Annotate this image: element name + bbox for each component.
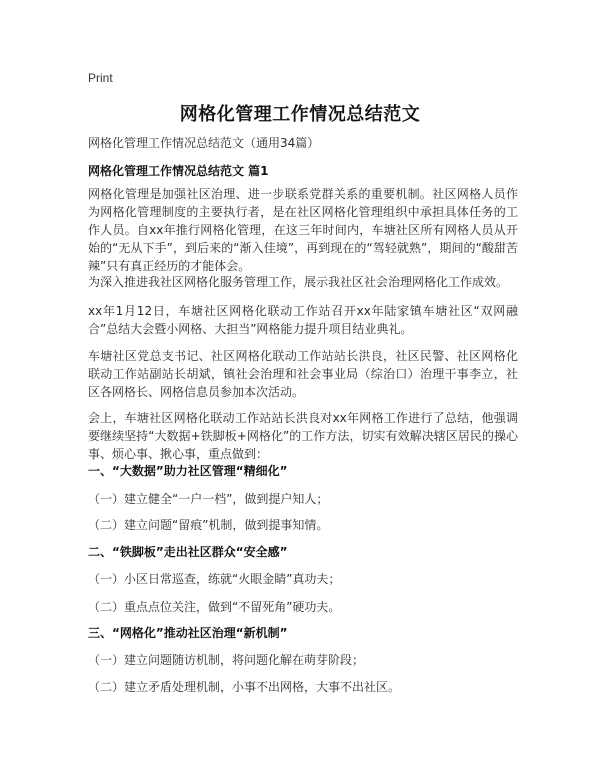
paragraph-purpose: 为深入推进我社区网格化服务管理工作，展示我社区社会治理网格化工作成效。 <box>88 275 509 289</box>
list-item: （一）小区日常巡查，练就“火眼金睛”真功夫； <box>88 572 341 586</box>
document-subtitle: 网格化管理工作情况总结范文（通用34篇） <box>88 136 320 150</box>
paragraph-intro: 网格化管理是加强社区治理、进一步联系党群关系的重要机制。社区网格人员作为网格化管理制度的主要执行者，是在社区网格化管理组织中承担具体任务的工作人员。自xx年推行网格化管理，在这三年时间内，车塘社区所有网格人员从开始的“无从下手”，到后来的“渐入佳境”，再到现在的“驾轻就熟”，期间的“酸甜苦辣”只有真正经历的才能体会。 <box>88 187 518 273</box>
list-item: （二）建立问题“留痕”机制，做到提事知情。 <box>88 518 329 532</box>
section-heading-3: 三、“网格化”推动社区治理“新机制” <box>88 626 288 640</box>
paragraph-summary: 会上，车塘社区网格化联动工作站站长洪良对xx年网格工作进行了总结，他强调要继续坚持“大数据+铁脚板+网格化”的工作方法，切实有效解决辖区居民的操心事、烦心事、揪心事，重点做到： <box>88 411 518 461</box>
section-heading-1: 一、“大数据”助力社区管理“精细化” <box>88 464 288 478</box>
paragraph-meeting: xx年1月12日，车塘社区网格化联动工作站召开xx年陆家镇车塘社区“双网融合”总结大会暨小网格、大担当”网格能力提升项目结业典礼。 <box>88 304 518 336</box>
section-heading-2: 二、“铁脚板”走出社区群众“安全感” <box>88 545 288 559</box>
paragraph-attendees: 车塘社区党总支书记、社区网格化联动工作站站长洪良，社区民警、社区网格化联动工作站副站长胡斌，镇社会治理和社会事业局（综治口）治理干事李立，社区各网格长、网格信息员参加本次活动。 <box>88 349 518 399</box>
list-item: （一）建立健全“一户一档”，做到提户知人； <box>88 492 329 506</box>
print-link[interactable]: Print <box>88 71 113 85</box>
list-item: （二）重点点位关注，做到“不留死角”硬功夫。 <box>88 600 341 614</box>
page-title: 网格化管理工作情况总结范文 <box>179 104 421 125</box>
article-heading: 网格化管理工作情况总结范文 篇1 <box>88 164 269 178</box>
list-item: （一）建立问题随访机制，将问题化解在萌芽阶段； <box>88 653 365 667</box>
list-item: （二）建立矛盾处理机制，小事不出网格，大事不出社区。 <box>88 680 401 694</box>
